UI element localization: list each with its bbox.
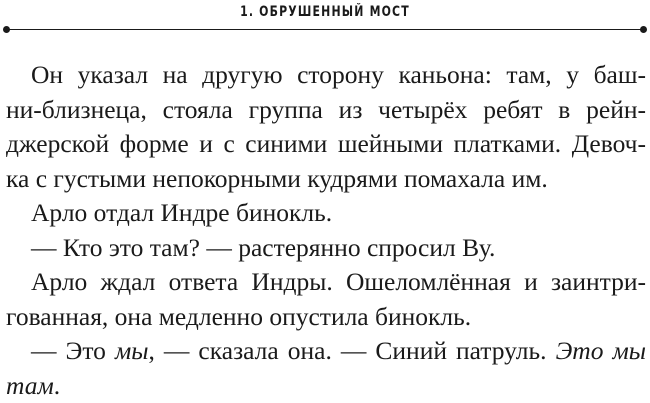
rule-end-dot-left: [3, 26, 10, 33]
text-line: ка с густыми непокорными кудрями помахала им.: [6, 162, 646, 197]
running-header: [0, 0, 650, 34]
paragraph-1: [6, 58, 646, 196]
body-text: [6, 58, 646, 403]
text-span: , — сказала она. — Синий патруль.: [149, 336, 556, 365]
text-line: Арло ждал ответа Индры. Ошеломлённая и заинтри-: [6, 265, 646, 300]
text-line: Арло отдал Индре бинокль.: [6, 196, 646, 231]
text-line: — Кто это там? — растерянно спросил Ву.: [6, 231, 646, 266]
text-line: джерской форме и с синими шейными платками. Девоч-: [6, 127, 646, 162]
paragraph-3: [6, 231, 646, 266]
text-line: [6, 369, 646, 403]
italic-span: там: [6, 371, 54, 400]
chapter-running-title: 1. ОБРУШЕННЫЙ МОСТ: [72, 4, 579, 20]
paragraph-4: [6, 265, 646, 334]
paragraph-2: [6, 196, 646, 231]
italic-span: мы: [115, 336, 149, 365]
text-line: [6, 334, 646, 369]
text-line: Он указал на другую сторону каньона: там, у баш-: [6, 58, 646, 93]
paragraph-5: [6, 334, 646, 403]
text-line: гованная, она медленно опустила бинокль.: [6, 300, 646, 335]
text-span: .: [54, 371, 60, 400]
rule-end-dot-right: [640, 26, 647, 33]
italic-span: Это мы: [556, 336, 646, 365]
header-rule: [6, 29, 644, 30]
text-line: ни-близнеца, стояла группа из четырёх ребят в рейн-: [6, 93, 646, 128]
text-span: — Это: [31, 336, 115, 365]
